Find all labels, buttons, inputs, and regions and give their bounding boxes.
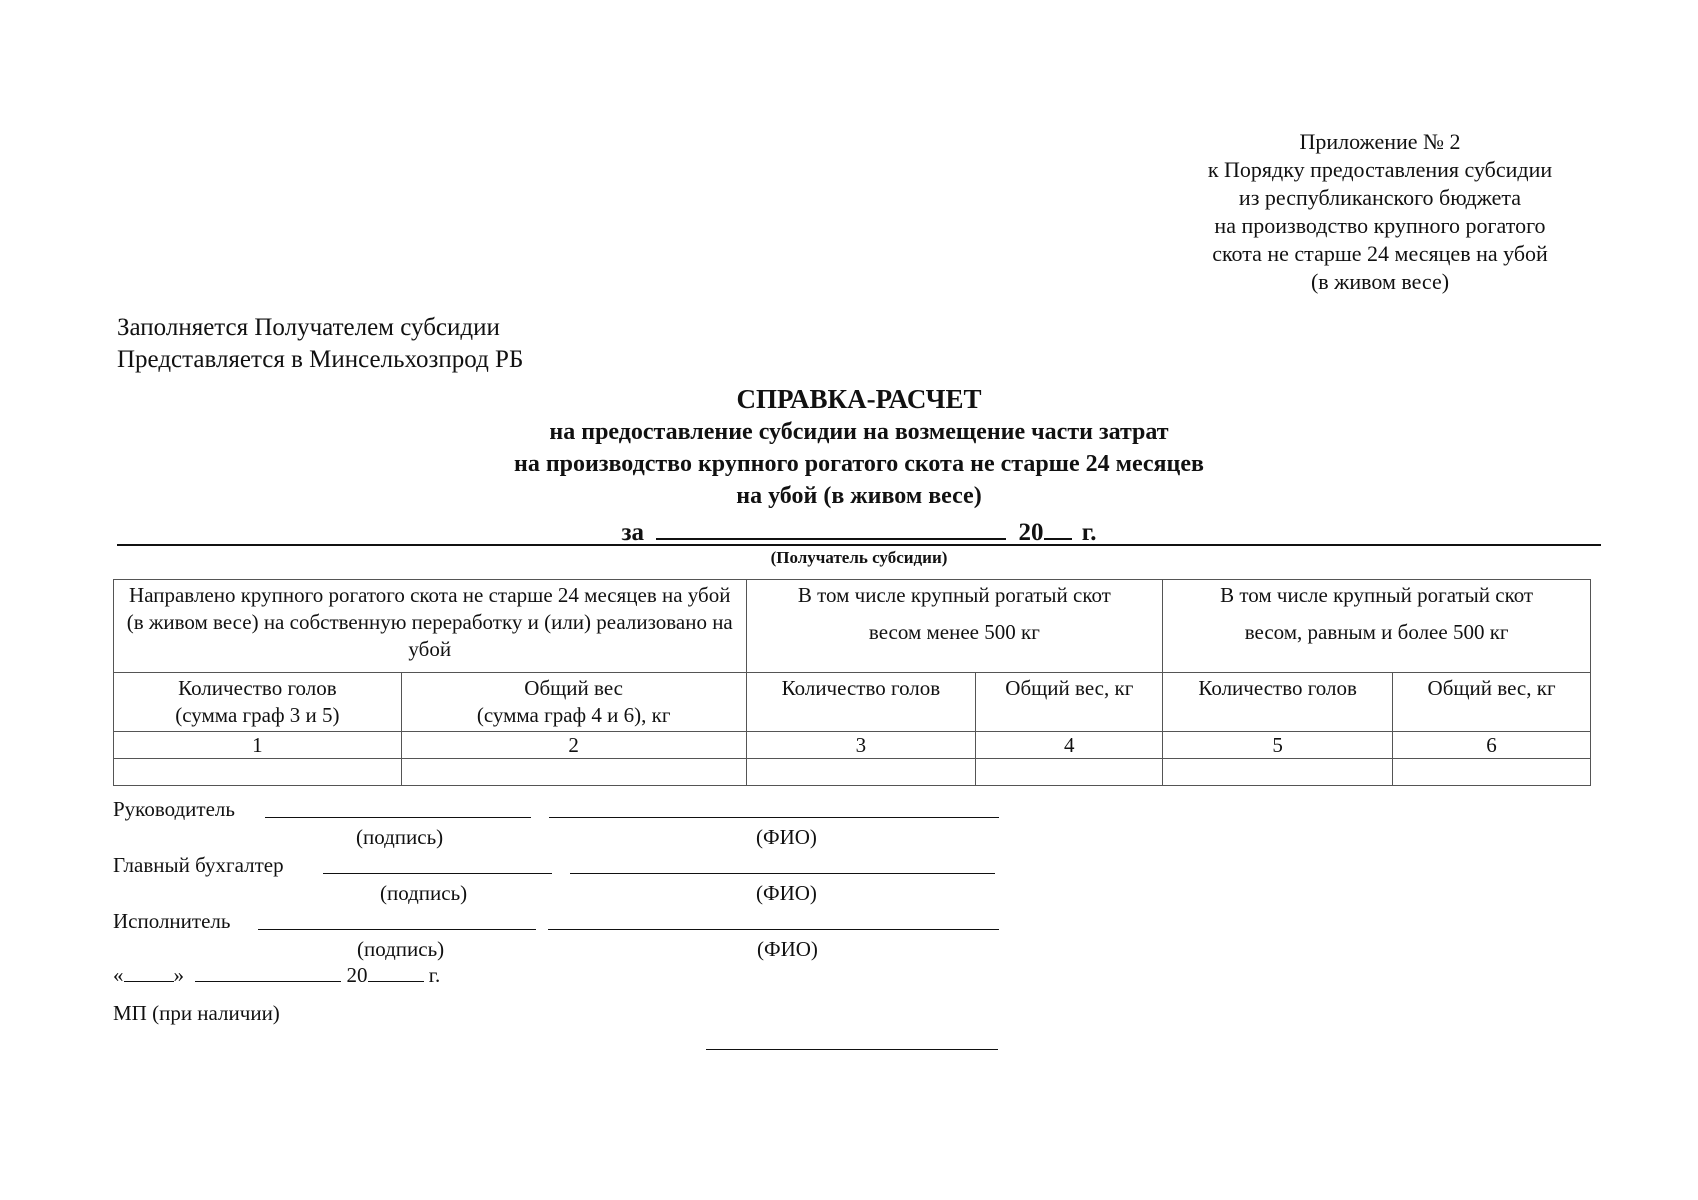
- group-header-under-500: [746, 580, 1163, 673]
- data-cell[interactable]: [976, 759, 1163, 786]
- name-caption: (ФИО): [756, 825, 817, 849]
- title-subtitle-line: на предоставление субсидии на возмещение части затрат: [549, 419, 1169, 445]
- period-blank-field[interactable]: [656, 512, 1006, 540]
- column-number: 3: [746, 732, 976, 759]
- data-cell[interactable]: [401, 759, 746, 786]
- column-number-row: [114, 732, 1591, 759]
- group-header-line: В том числе крупный рогатый скот: [797, 583, 1111, 607]
- period-year-blank-field[interactable]: [1044, 512, 1072, 540]
- data-cell[interactable]: [1163, 759, 1393, 786]
- column-number: 1: [114, 732, 402, 759]
- day-field[interactable]: [124, 961, 174, 982]
- period-row: [117, 512, 1601, 546]
- sub-header-line: (сумма граф 4 и 6), кг: [476, 703, 671, 727]
- submitted-to-line: Представляется в Минсельхозпрод РБ: [117, 346, 524, 373]
- sub-header-cell: [1393, 673, 1591, 732]
- appendix-note: [1160, 128, 1600, 296]
- chief-accountant-captions: [113, 879, 1013, 907]
- name-caption: (ФИО): [757, 937, 818, 961]
- signature-caption: (подпись): [380, 881, 468, 905]
- executor-signature-line: [113, 907, 1013, 935]
- date-line: [113, 961, 440, 989]
- signature-caption: (подпись): [356, 825, 444, 849]
- filled-by-note: [117, 312, 523, 376]
- column-number: 2: [401, 732, 746, 759]
- group-header-line: весом менее 500 кг: [868, 620, 1040, 644]
- executor-signature-field[interactable]: [258, 929, 536, 930]
- head-signature-field[interactable]: [265, 817, 531, 818]
- date-open-quote: «: [113, 963, 124, 987]
- column-number: 5: [1163, 732, 1393, 759]
- sub-header-cell: [1163, 673, 1393, 732]
- sub-header-line: Количество голов: [1198, 676, 1357, 700]
- sub-header-line: Общий вес: [524, 676, 623, 700]
- appendix-line: (в живом весе): [1310, 269, 1450, 294]
- group-header-line: В том числе крупный рогатый скот: [1220, 583, 1534, 607]
- executor-label: Исполнитель: [113, 909, 231, 933]
- table-row: [114, 759, 1591, 786]
- sub-header-cell: [401, 673, 746, 732]
- head-signature-line: [113, 795, 1013, 823]
- executor-name-field[interactable]: [548, 929, 999, 930]
- sub-header-cell: [114, 673, 402, 732]
- filled-by-line: Заполняется Получателем субсидии: [117, 314, 500, 341]
- group-header-total: Направлено крупного рогатого скота не старше 24 месяцев на убой (в живом весе) на собственную переработку и (или) реализовано на убой: [114, 580, 747, 673]
- recipient-caption: (Получатель субсидии): [770, 548, 948, 567]
- chief-accountant-signature-line: [113, 851, 1013, 879]
- sub-header-line: (сумма граф 3 и 5): [175, 703, 340, 727]
- chief-accountant-signature-field[interactable]: [323, 873, 552, 874]
- date-year-prefix: 20: [346, 963, 368, 987]
- column-number: 4: [976, 732, 1163, 759]
- appendix-line: скота не старше 24 месяцев на убой: [1212, 241, 1548, 266]
- head-captions: [113, 823, 1013, 851]
- head-name-field[interactable]: [549, 817, 999, 818]
- table-sub-header-row: [114, 673, 1591, 732]
- sub-header-cell: [976, 673, 1163, 732]
- stamp-label: МП (при наличии): [113, 1001, 280, 1025]
- column-number: 6: [1393, 732, 1591, 759]
- name-caption: (ФИО): [756, 881, 817, 905]
- signature-caption: (подпись): [357, 937, 445, 961]
- period-year-suffix: г.: [1081, 519, 1097, 546]
- sub-header-line: Количество голов: [178, 676, 337, 700]
- month-field[interactable]: [195, 961, 341, 982]
- title-subtitle-line: на убой (в живом весе): [736, 483, 982, 509]
- chief-accountant-name-field[interactable]: [570, 873, 995, 874]
- sub-header-line: Количество голов: [781, 676, 941, 700]
- appendix-line: на производство крупного рогатого: [1214, 213, 1546, 238]
- document-title: [117, 382, 1601, 512]
- signature-block: [113, 795, 1013, 963]
- group-header-500-plus: [1163, 580, 1591, 673]
- sub-header-line: Общий вес, кг: [1427, 676, 1556, 700]
- executor-captions: [113, 935, 1013, 963]
- period-prefix: за: [621, 519, 644, 546]
- date-close-quote: »: [173, 963, 184, 987]
- sub-header-line: Общий вес, кг: [1005, 676, 1134, 700]
- stamp-signature-field[interactable]: [706, 1049, 998, 1050]
- title-subtitle-line: на производство крупного рогатого скота не старше 24 месяцев: [514, 451, 1204, 477]
- head-label: Руководитель: [113, 797, 235, 821]
- sub-header-cell: [746, 673, 976, 732]
- date-year-suffix: г.: [428, 963, 441, 987]
- group-header-line: весом, равным и более 500 кг: [1244, 620, 1509, 644]
- data-cell[interactable]: [1393, 759, 1591, 786]
- period-year-prefix: 20: [1018, 519, 1044, 546]
- title-main: СПРАВКА-РАСЧЕТ: [736, 384, 982, 414]
- table-group-header-row: [114, 580, 1591, 673]
- data-cell[interactable]: [114, 759, 402, 786]
- appendix-line: к Порядку предоставления субсидии: [1207, 157, 1553, 182]
- year-field[interactable]: [368, 961, 424, 982]
- calculation-table: [113, 579, 1591, 786]
- appendix-line: из республиканского бюджета: [1238, 185, 1522, 210]
- appendix-line: Приложение № 2: [1299, 129, 1461, 154]
- chief-accountant-label: Главный бухгалтер: [113, 853, 284, 877]
- data-cell[interactable]: [746, 759, 976, 786]
